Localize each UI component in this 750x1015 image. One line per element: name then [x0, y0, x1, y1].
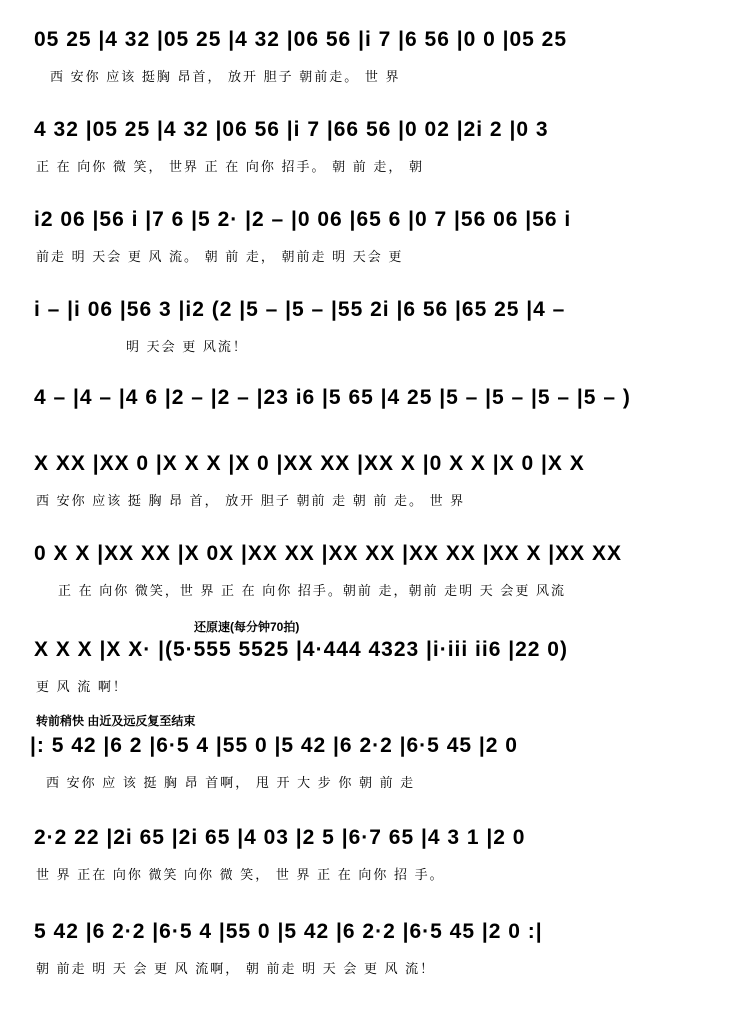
notation-text: 0 X X |XX XX |X 0X |XX XX |XX XX |XX XX |XX X |XX XX — [34, 542, 623, 565]
notation-line — [0, 444, 750, 484]
score-system-10 — [0, 818, 750, 908]
notation-line — [0, 912, 750, 952]
lyrics-line — [0, 156, 750, 180]
notation-text: i2 06 |56 i |7 6 |5 2· |2 – |0 06 |65 6 |0 7 |56 06 |56 i — [34, 208, 572, 231]
notation-line — [0, 534, 750, 574]
notation-text: 4 32 |05 25 |4 32 |06 56 |i 7 |66 56 |0 02 |2i 2 |0 3 — [34, 118, 549, 141]
notation-line — [0, 200, 750, 240]
notation-line — [0, 378, 750, 418]
notation-text: i – |i 06 |56 3 |i2 (2 |5 – |5 – |55 2i |6 56 |65 25 |4 – — [34, 298, 566, 321]
lyrics-line — [0, 958, 750, 982]
score-system-6 — [0, 444, 750, 534]
notation-text: X X X |X X· |(5·555 5525 |4·444 4323 |i·iii ii6 |22 0) — [34, 638, 568, 661]
score-system-9 — [0, 726, 750, 816]
notation-text: 4 – |4 – |4 6 |2 – |2 – |23 i6 |5 65 |4 25 |5 – |5 – |5 – |5 – ) — [34, 386, 631, 409]
lyrics-text: 正 在 向你 微笑，世 界 正 在 向你 招手。朝前 走，朝前 走明 天 会更 风流 — [58, 583, 566, 598]
notation-text: 5 42 |6 2·2 |6·5 4 |55 0 |5 42 |6 2·2 |6·5 45 |2 0 :| — [34, 920, 543, 943]
lyrics-line — [0, 580, 750, 604]
notation-text: |: 5 42 |6 2 |6·5 4 |55 0 |5 42 |6 2·2 |6·5 45 |2 0 — [30, 734, 518, 757]
score-system-2 — [0, 110, 750, 200]
lyrics-text: 世 界 正在 向你 微笑 向你 微 笑， 世 界 正 在 向你 招 手。 — [36, 867, 445, 882]
lyrics-line — [0, 246, 750, 270]
notation-line — [0, 20, 750, 60]
tempo-annotation: 转前稍快 由近及远反复至结束 — [36, 714, 196, 728]
notation-line — [0, 818, 750, 858]
lyrics-text: 朝 前走 明 天 会 更 风 流啊， 朝 前走 明 天 会 更 风 流！ — [36, 961, 436, 976]
score-system-7 — [0, 534, 750, 624]
lyrics-text: 前走 明 天会 更 风 流。 朝 前 走， 朝前走 明 天会 更 — [36, 249, 404, 264]
lyrics-text: 正 在 向你 微 笑， 世界 正 在 向你 招手。 朝 前 走， 朝 — [36, 159, 424, 174]
notation-text: X XX |XX 0 |X X X |X 0 |XX XX |XX X |0 X X |X 0 |X X — [34, 452, 585, 475]
lyrics-line — [0, 676, 750, 700]
score-system-11 — [0, 912, 750, 1002]
lyrics-line — [0, 490, 750, 514]
notation-text: 05 25 |4 32 |05 25 |4 32 |06 56 |i 7 |6 56 |0 0 |05 25 — [34, 28, 568, 51]
score-system-8 — [0, 630, 750, 720]
notation-text: 2·2 22 |2i 65 |2i 65 |4 03 |2 5 |6·7 65 |4 3 1 |2 0 — [34, 826, 526, 849]
notation-line — [0, 726, 750, 766]
lyrics-line — [0, 336, 750, 360]
lyrics-line — [0, 772, 750, 796]
lyrics-text: 西 安你 应该 挺 胸 昂 首， 放开 胆子 朝前 走 朝 前 走。 世 界 — [36, 493, 466, 508]
notation-line — [0, 110, 750, 150]
lyrics-line — [0, 864, 750, 888]
lyrics-text: 西 安你 应 该 挺 胸 昂 首啊， 甩 开 大 步 你 朝 前 走 — [46, 775, 416, 790]
score-system-3 — [0, 200, 750, 290]
lyrics-text: 更 风 流 啊！ — [36, 679, 128, 694]
notation-line — [0, 630, 750, 670]
lyrics-text: 明 天会 更 风流！ — [126, 339, 248, 354]
score-system-4 — [0, 290, 750, 380]
tempo-annotation: 还原速(每分钟70拍) — [194, 620, 300, 634]
lyrics-text: 西 安你 应该 挺胸 昂首， 放开 胆子 朝前走。 世 界 — [50, 69, 401, 84]
lyrics-line — [0, 66, 750, 90]
score-system-1 — [0, 20, 750, 110]
notation-line — [0, 290, 750, 330]
